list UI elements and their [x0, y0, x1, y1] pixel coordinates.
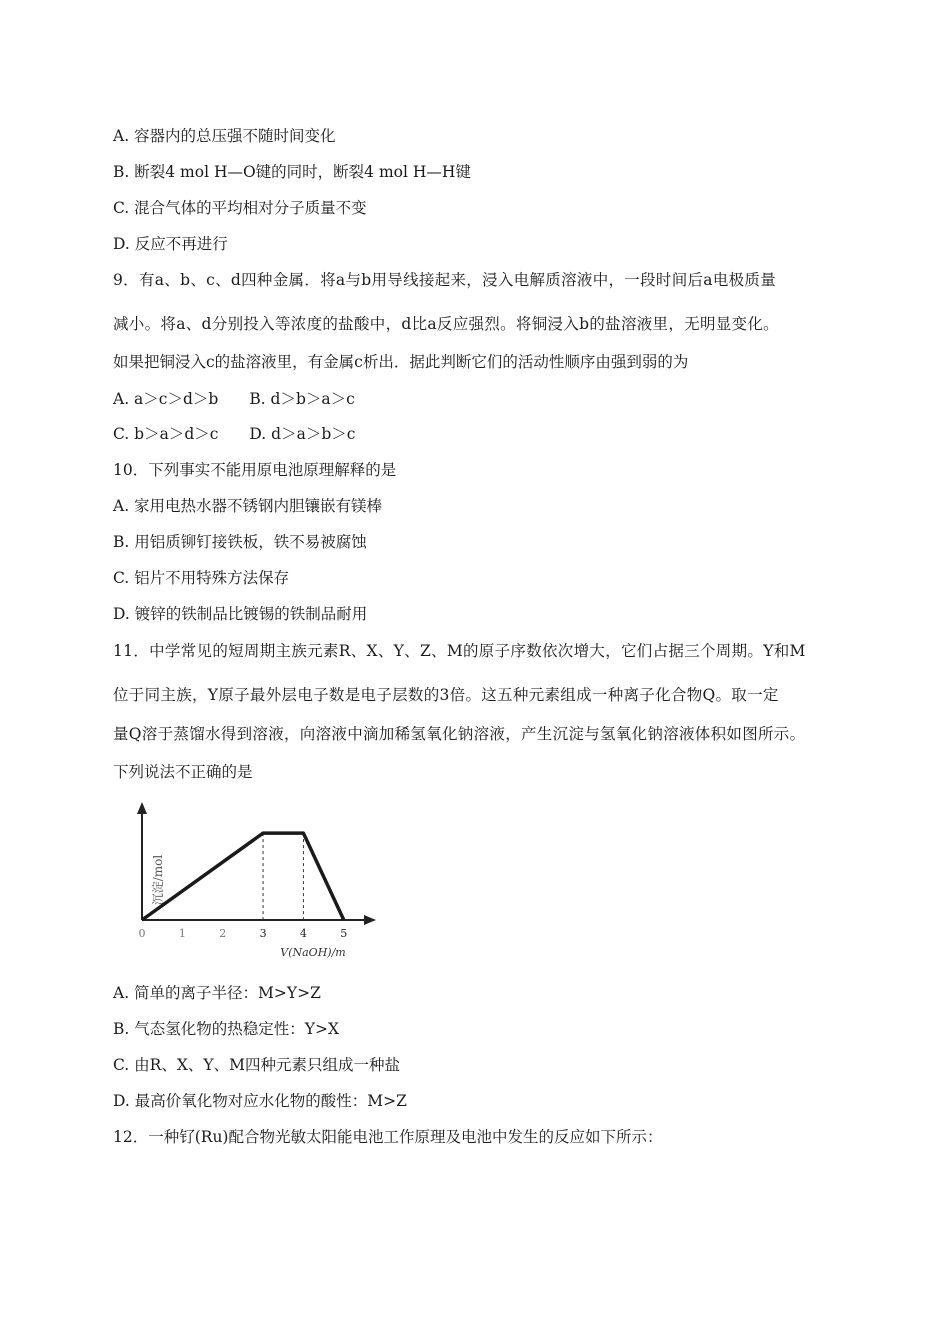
- q8-option-a: A. 容器内的总压强不随时间变化: [113, 127, 336, 145]
- x-tick-label: 3: [259, 927, 267, 940]
- y-axis-arrow: [137, 802, 147, 814]
- q8-option-d: D. 反应不再进行: [113, 235, 228, 253]
- q11-stem-line-1: 11．中学常见的短周期主族元素R、X、Y、Z、M的原子序数依次增大，它们占据三个周期。Y和M: [113, 642, 806, 660]
- x-tick-label: 5: [340, 927, 348, 940]
- q9-stem-line-3: 如果把铜浸入c的盐溶液里，有金属c析出．据此判断它们的活动性顺序由强到弱的为: [113, 353, 689, 371]
- precipitate-chart-svg: [118, 800, 380, 962]
- x-tick-label: 2: [219, 927, 227, 940]
- x-axis-label: V(NaOH)/m: [280, 946, 346, 959]
- q11-option-c: C. 由R、X、Y、M四种元素只组成一种盐: [113, 1056, 400, 1074]
- precipitate-chart: [118, 800, 380, 962]
- q10-option-b: B. 用铝质铆钉接铁板，铁不易被腐蚀: [113, 533, 367, 551]
- q10-option-c: C. 铝片不用特殊方法保存: [113, 569, 290, 587]
- q8-option-b: B. 断裂4 mol H—O键的同时，断裂4 mol H—H键: [113, 163, 471, 181]
- q9-options-cd: C. b＞a＞d＞c D. d＞a＞b＞c: [113, 425, 356, 443]
- x-axis-arrow: [364, 915, 376, 925]
- q11-option-a: A. 简单的离子半径：M>Y>Z: [113, 984, 321, 1002]
- q9-options-ab: A. a＞c＞d＞b B. d＞b＞a＞c: [113, 390, 355, 408]
- q12-stem: 12．一种钌(Ru)配合物光敏太阳能电池工作原理及电池中发生的反应如下所示：: [113, 1128, 663, 1146]
- q11-stem-line-2: 位于同主族，Y原子最外层电子数是电子层数的3倍。这五种元素组成一种离子化合物Q。取一定: [113, 686, 779, 704]
- q11-stem-line-4: 下列说法不正确的是: [113, 763, 253, 781]
- q9-stem-line-2: 减小。将a、d分别投入等浓度的盐酸中，d比a反应强烈。将铜浸入b的盐溶液里，无明显变化。: [113, 315, 779, 333]
- q11-option-d: D. 最高价氧化物对应水化物的酸性：M>Z: [113, 1092, 407, 1110]
- q11-option-b: B. 气态氢化物的热稳定性：Y>X: [113, 1020, 339, 1038]
- q10-option-a: A. 家用电热水器不锈钢内胆镶嵌有镁棒: [113, 497, 383, 515]
- q8-option-c: C. 混合气体的平均相对分子质量不变: [113, 199, 367, 217]
- q11-stem-line-3: 量Q溶于蒸馏水得到溶液，向溶液中滴加稀氢氧化钠溶液，产生沉淀与氢氧化钠溶液体积如图所示。: [113, 725, 806, 743]
- x-tick-label: 4: [299, 927, 307, 940]
- q10-stem: 10．下列事实不能用原电池原理解释的是: [113, 461, 397, 479]
- q9-stem-line-1: 9．有a、b、c、d四种金属．将a与b用导线接起来，浸入电解质溶液中，一段时间后a电极质量: [113, 271, 777, 289]
- y-axis-label: 沉淀/mol: [151, 854, 165, 906]
- x-tick-label: 1: [178, 927, 186, 940]
- origin-label: 0: [138, 927, 146, 940]
- precipitate-curve: [142, 833, 344, 920]
- q10-option-d: D. 镀锌的铁制品比镀锡的铁制品耐用: [113, 605, 368, 623]
